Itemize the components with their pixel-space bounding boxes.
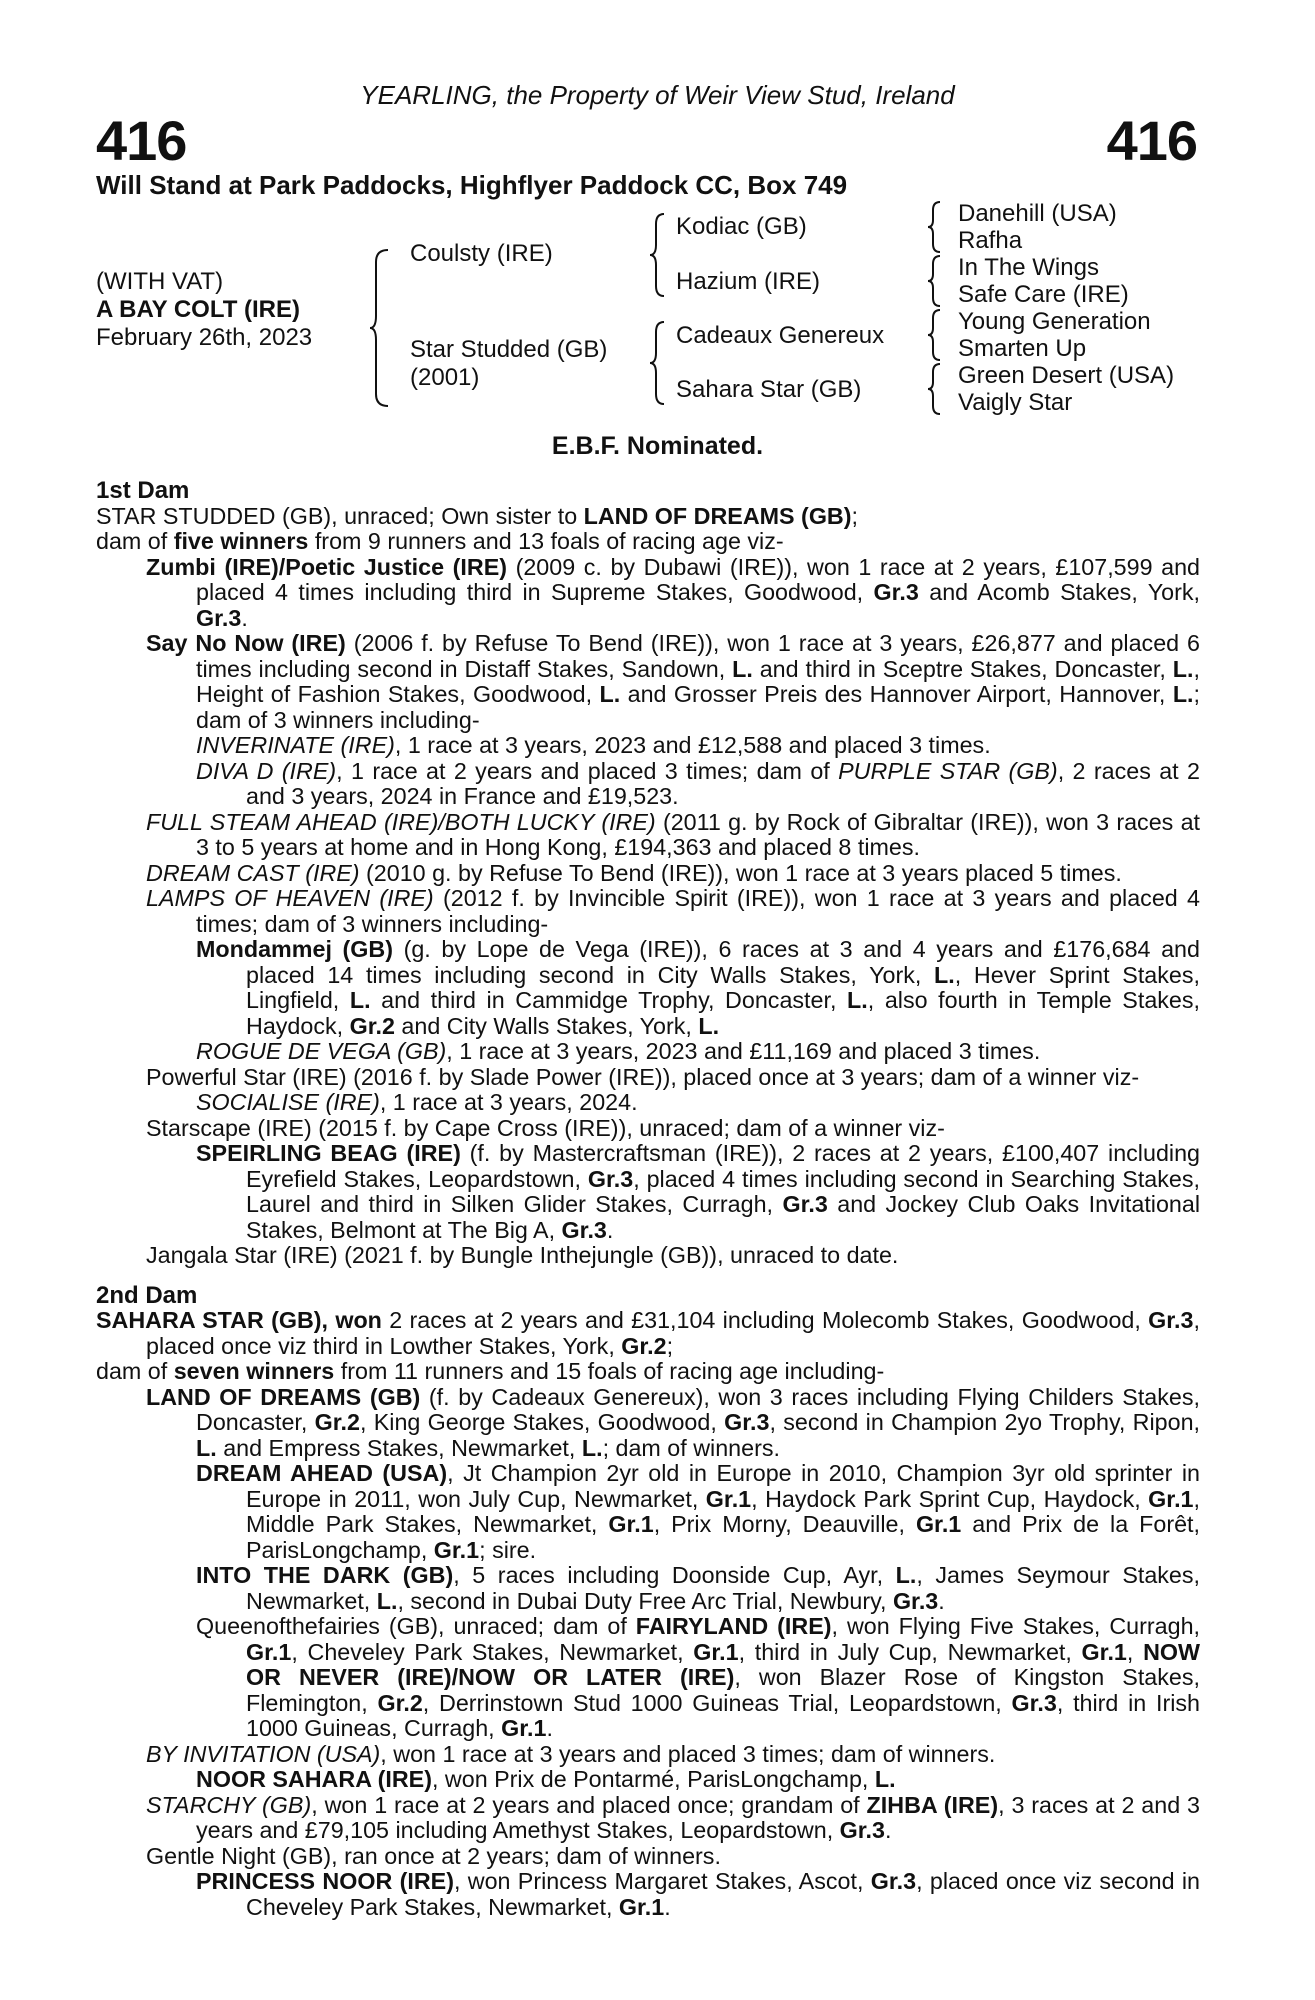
pedigree-dam-dam: Sahara Star (GB) [676,376,862,403]
pedigree-gen3-8: Vaigly Star [958,389,1073,416]
lot-number-left: 416 [96,109,187,172]
entry-starscape: Starscape (IRE) (2015 f. by Cape Cross (IRE)), unraced; dam of a winner viz- [146,1114,945,1141]
pedigree-dam-sire: Cadeaux Genereux [676,322,885,349]
pedigree-brace-3b [926,254,944,308]
entry-diva-d: DIVA D (IRE), 1 race at 2 years and placed 3 times; dam of PURPLE STAR (GB), 2 races at 2 and 3 years, 2024 in France and £19,523. [196,757,1200,809]
pedigree-sire-dam: Hazium (IRE) [676,268,821,295]
pedigree-dam: Star Studded (GB) [410,336,608,363]
foaling-date: February 26th, 2023 [96,324,313,351]
entry-dream-cast: DREAM CAST (IRE) (2010 g. by Refuse To Bend (IRE)), won 1 race at 3 years placed 5 times. [146,859,1122,886]
entry-socialise: SOCIALISE (IRE), 1 race at 3 years, 2024. [196,1089,638,1115]
first-dam-heading: 1st Dam [96,477,190,504]
horse-name: A BAY COLT (IRE) [96,296,301,323]
lot-number-right: 416 [1106,109,1197,172]
first-dam-produce-summary: dam of five winners from 9 runners and 13 foals of racing age viz- [96,528,784,554]
entry-zumbi: Zumbi (IRE)/Poetic Justice (IRE) (2009 c. by Dubawi (IRE)), won 1 race at 2 years, £107,599 and placed 4 times including third in Supreme Stakes, Goodwood, Gr.3 and Acomb Stakes, York, Gr.3. [146,553,1200,631]
entry-into-the-dark: INTO THE DARK (GB), 5 races including Doonside Cup, Ayr, L., James Seymour Stakes, Newmarket, L., second in Dubai Duty Free Arc Trial, Newbury, Gr.3. [196,1562,1201,1614]
pedigree-gen3-3: In The Wings [958,254,1099,281]
page-subtitle: YEARLING, the Property of Weir View Stud, Ireland [360,80,955,110]
first-dam-intro: STAR STUDDED (GB), unraced; Own sister to LAND OF DREAMS (GB); [96,502,859,529]
entry-lamps-of-heaven: LAMPS OF HEAVEN (IRE) (2012 f. by Invincible Spirit (IRE)), won 1 race at 3 years and placed 4 times; dam of 3 winners including- [146,885,1201,937]
pedigree-gen3-5: Young Generation [958,308,1151,335]
entry-land-of-dreams: LAND OF DREAMS (GB) (f. by Cadeaux Genereux), won 3 races including Flying Childers Stakes, Doncaster, Gr.2, King George Stakes, Goodwood, Gr.3, second in Champion 2yo Trophy, Ripon, L. and Empress Stakes, Newmarket, L.; dam of winners. [146,1383,1200,1461]
pedigree-gen3-1: Danehill (USA) [958,200,1117,227]
entry-full-steam-ahead: FULL STEAM AHEAD (IRE)/BOTH LUCKY (IRE) (2011 g. by Rock of Gibraltar (IRE)), won 3 races at 3 to 5 years at home and in Hong Kong, £194,363 and placed 8 times. [146,808,1201,860]
entry-queenofthefairies: Queenofthefairies (GB), unraced; dam of FAIRYLAND (IRE), won Flying Five Stakes, Curragh, Gr.1, Cheveley Park Stakes, Newmarket, Gr.1, third in July Cup, Newmarket, Gr.1, NOW OR NEVER (IRE)/NOW OR LATER (IRE), won Blazer Rose of Kingston Stakes, Flemington, Gr.2, Derrinstown Stud 1000 Guineas Trial, Leopardstown, Gr.3, third in Irish 1000 Guineas, Curragh, Gr.1. [196,1613,1200,1741]
pedigree-brace-3d [926,362,944,416]
vat-note: (WITH VAT) [96,268,224,295]
pedigree-sire-sire: Kodiac (GB) [676,213,807,240]
pedigree-gen3-7: Green Desert (USA) [958,362,1175,389]
entry-noor-sahara: NOOR SAHARA (IRE), won Prix de Pontarmé, ParisLongchamp, L. [196,1766,896,1792]
second-dam-produce-summary: dam of seven winners from 11 runners and 15 foals of racing age including- [96,1358,885,1384]
entry-starchy: STARCHY (GB), won 1 race at 2 years and placed once; grandam of ZIHBA (IRE), 3 races at 2 and 3 years and £79,105 including Amethyst Stakes, Leopardstown, Gr.3. [146,1791,1200,1843]
entry-gentle-night: Gentle Night (GB), ran once at 2 years; dam of winners. [146,1842,721,1869]
entry-jangala-star: Jangala Star (IRE) (2021 f. by Bungle Inthejungle (GB)), unraced to date. [146,1242,899,1268]
pedigree-brace-dam [648,320,668,406]
entry-dream-ahead: DREAM AHEAD (USA), Jt Champion 2yr old in Europe in 2010, Champion 3yr old sprinter in Europe in 2011, won July Cup, Newmarket, Gr.1, Haydock Park Sprint Cup, Haydock, Gr.1, Middle Park Stakes, Newmarket, Gr.1, Prix Morny, Deauville, Gr.1 and Prix de la Forêt, ParisLongchamp, Gr.1; sire. [196,1460,1200,1563]
pedigree-gen3-4: Safe Care (IRE) [958,281,1129,308]
pedigree-gen3-6: Smarten Up [958,335,1087,362]
second-dam-intro: SAHARA STAR (GB), won 2 races at 2 years and £31,104 including Molecomb Stakes, Goodwood, Gr.3, placed once viz third in Lowther Stakes, York, Gr.2; [96,1307,1200,1359]
entry-by-invitation: BY INVITATION (USA), won 1 race at 3 years and placed 3 times; dam of winners. [146,1740,996,1767]
pedigree-brace-3c [926,308,944,362]
entry-say-no-now: Say No Now (IRE) (2006 f. by Refuse To Bend (IRE)), won 1 race at 3 years, £26,877 and placed 6 times including second in Distaff Stakes, Sandown, L. and third in Sceptre Stakes, Doncaster, L., Height of Fashion Stakes, Goodwood, L. and Grosser Preis des Hannover Airport, Hannover, L.; dam of 3 winners including- [146,630,1201,733]
pedigree-gen3-2: Rafha [958,227,1023,254]
pedigree-brace-gen1 [368,248,392,408]
produce-record [96,478,1200,1920]
entry-princess-noor: PRINCESS NOOR (IRE), won Princess Margaret Stakes, Ascot, Gr.3, placed once viz second in Cheveley Park Stakes, Newmarket, Gr.1. [196,1868,1200,1920]
pedigree-brace-sire [648,212,668,298]
entry-mondammej: Mondammej (GB) (g. by Lope de Vega (IRE)), 6 races at 3 and 4 years and £176,684 and placed 14 times including second in City Walls Stakes, York, L., Hever Sprint Stakes, Lingfield, L. and third in Cammidge Trophy, Doncaster, L., also fourth in Temple Stakes, Haydock, Gr.2 and City Walls Stakes, York, L. [196,936,1201,1039]
pedigree-brace-3a [926,200,944,254]
entry-powerful-star: Powerful Star (IRE) (2016 f. by Slade Power (IRE)), placed once at 3 years; dam of a winner viz- [146,1063,1140,1090]
second-dam-heading: 2nd Dam [96,1281,198,1309]
stand-location: Will Stand at Park Paddocks, Highflyer Paddock CC, Box 749 [96,170,848,200]
pedigree-dam-year: (2001) [410,364,480,391]
pedigree-sire: Coulsty (IRE) [410,240,553,267]
entry-speirling-beag: SPEIRLING BEAG (IRE) (f. by Mastercraftsman (IRE)), 2 races at 2 years, £100,407 including Eyrefield Stakes, Leopardstown, Gr.3, placed 4 times including second in Searching Stakes, Laurel and third in Silken Glider Stakes, Curragh, Gr.3 and Jockey Club Oaks Invitational Stakes, Belmont at The Big A, Gr.3. [196,1140,1201,1243]
entry-rogue-de-vega: ROGUE DE VEGA (GB), 1 race at 3 years, 2023 and £11,169 and placed 3 times. [196,1038,1041,1064]
entry-inverinate: INVERINATE (IRE), 1 race at 3 years, 2023 and £12,588 and placed 3 times. [196,732,991,758]
ebf-note: E.B.F. Nominated. [551,432,764,460]
